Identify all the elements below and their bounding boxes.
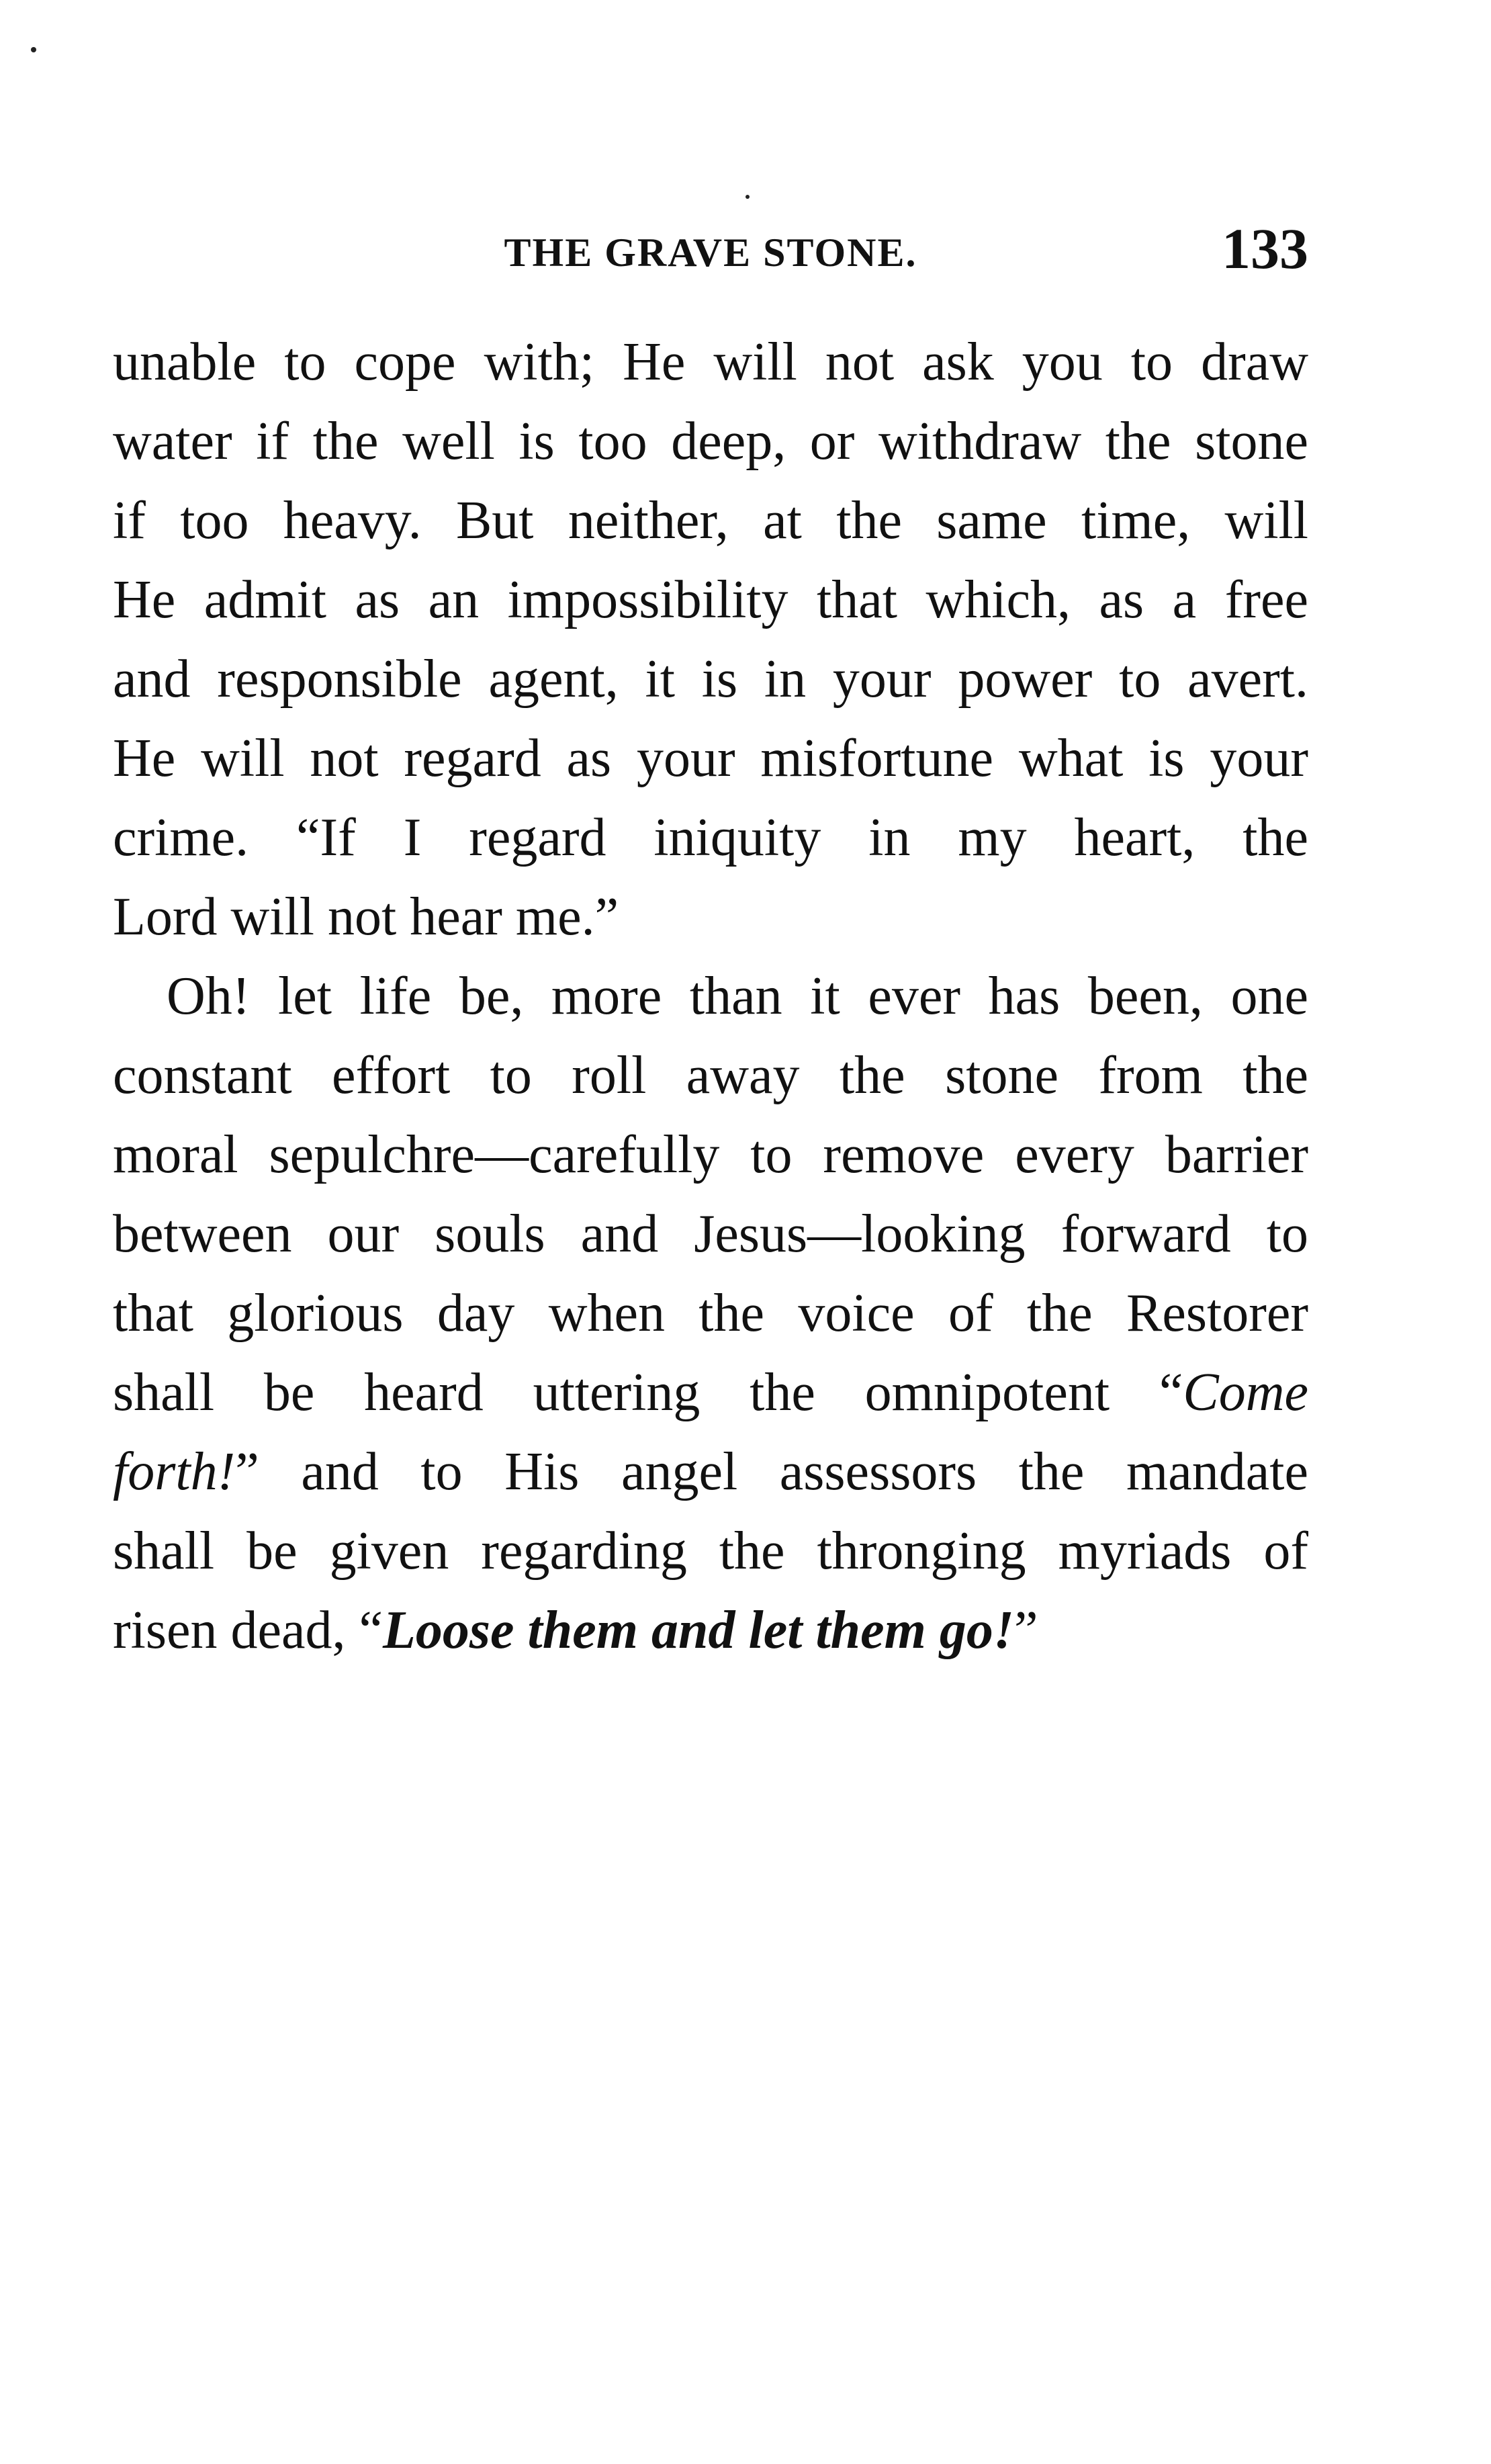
text-line: water if the well is too deep, or withdraw the stone <box>113 412 1308 471</box>
italic-text: Come <box>1183 1363 1308 1422</box>
text-line: between our souls and Jesus—looking forward to <box>113 1204 1308 1264</box>
text-line: He admit as an impossibility that which, as a free <box>113 570 1308 629</box>
text-segment: ” <box>1014 1601 1038 1660</box>
text-segment: risen dead, “ <box>113 1601 383 1660</box>
text-line: crime. “If I regard iniquity in my heart, the <box>113 808 1308 867</box>
page-number: 133 <box>1222 216 1308 281</box>
text-line: Oh! let life be, more than it ever has been, one <box>167 967 1308 1026</box>
text-line: and responsible agent, it is in your power to avert. <box>113 650 1308 709</box>
text-line: if too heavy. But neither, at the same time, will <box>113 491 1308 550</box>
italic-text: forth! <box>113 1442 236 1501</box>
running-title: THE GRAVE STONE. <box>504 230 917 275</box>
text-line <box>113 1432 1308 1511</box>
text-segment: ” and to His angel assessors the mandate <box>235 1442 1308 1501</box>
paragraph-2 <box>113 957 1308 1670</box>
page-header <box>113 215 1308 289</box>
text-line <box>113 1591 1308 1670</box>
text-segment: shall be heard uttering the omnipotent “ <box>113 1363 1183 1422</box>
text-line: moral sepulchre—carefully to remove every barrier <box>113 1125 1308 1184</box>
text-line: shall be given regarding the thronging myriads of <box>113 1522 1308 1581</box>
text-line: unable to cope with; He will not ask you to draw <box>113 333 1308 392</box>
paragraph-1 <box>113 322 1308 957</box>
text-line: constant effort to roll away the stone from the <box>113 1046 1308 1105</box>
ink-speck <box>31 47 36 52</box>
text-line: that glorious day when the voice of the Restorer <box>113 1284 1308 1343</box>
ink-speck <box>746 195 750 199</box>
italic-text: Loose them and let them go! <box>383 1601 1015 1660</box>
text-line: He will not regard as your misfortune what is your <box>113 729 1308 788</box>
text-line: Lord will not hear me.” <box>113 887 619 947</box>
text-line <box>113 1353 1308 1432</box>
body-text <box>113 322 1308 1670</box>
